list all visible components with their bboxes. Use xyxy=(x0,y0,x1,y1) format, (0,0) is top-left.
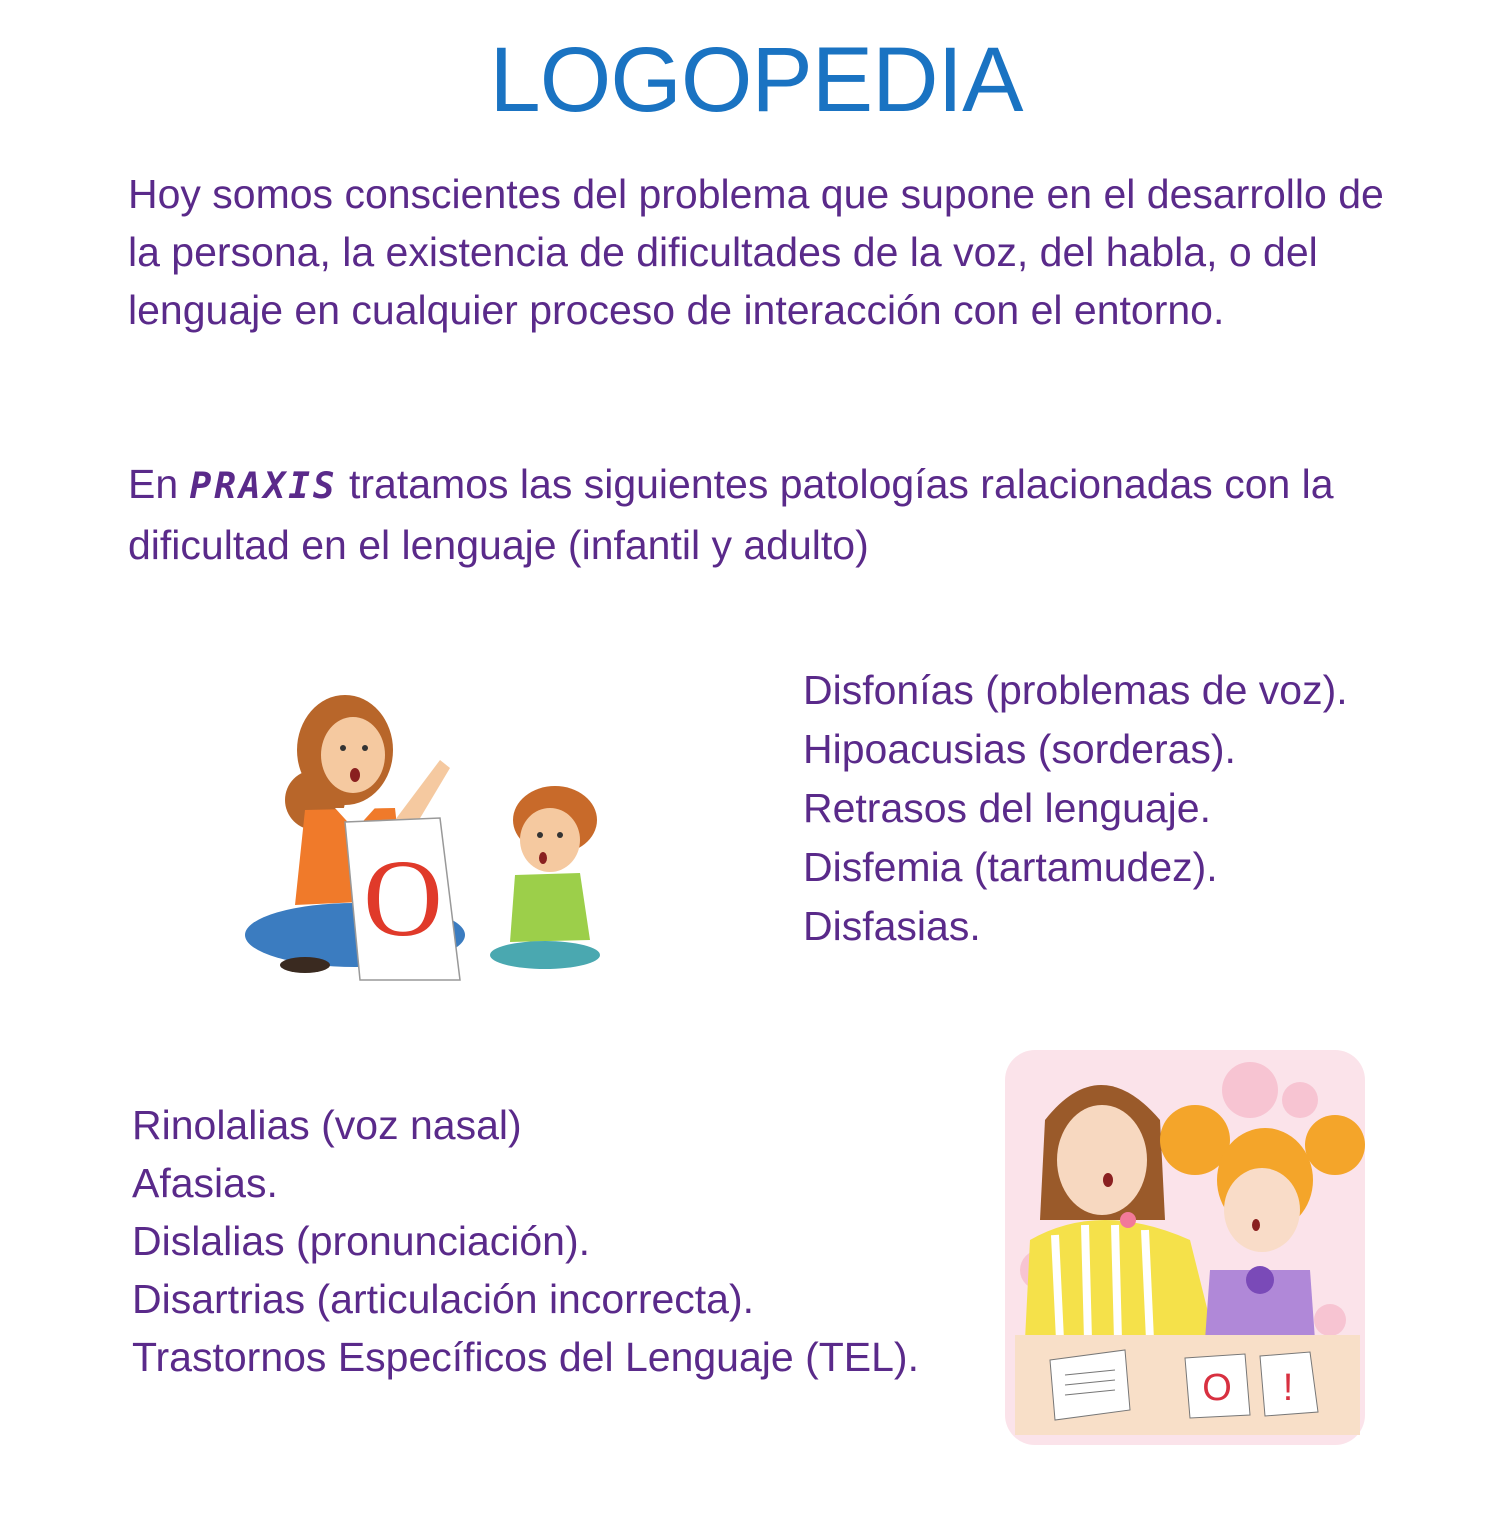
list-item: Afasias. xyxy=(132,1160,278,1206)
page-title: LOGOPEDIA xyxy=(489,29,1023,131)
praxis-suffix: tratamos las siguientes patologías ralacionadas con la dificultad en el lenguaje (infantil y adulto) xyxy=(128,461,1334,568)
pathology-list-left xyxy=(132,1100,992,1390)
card-letter: O xyxy=(363,837,443,959)
mother-girl-illustration xyxy=(1000,1040,1370,1450)
list-item: Disfemia (tartamudez). xyxy=(803,844,1218,890)
list-item: Disfonías (problemas de voz). xyxy=(803,667,1348,713)
teacher-child-illustration xyxy=(235,690,615,990)
list-item: Rinolalias (voz nasal) xyxy=(132,1102,522,1148)
praxis-brand: PRAXIS xyxy=(189,466,338,507)
pathology-list-right xyxy=(803,665,1443,960)
list-item: Disartrias (articulación incorrecta). xyxy=(132,1276,755,1322)
praxis-prefix: En xyxy=(128,461,179,507)
list-item: Disfasias. xyxy=(803,903,981,949)
list-item: Trastornos Específicos del Lenguaje (TEL). xyxy=(132,1334,919,1380)
praxis-paragraph xyxy=(128,455,1388,574)
card-o: O xyxy=(1202,1367,1232,1409)
card-exclamation: ! xyxy=(1282,1367,1294,1409)
list-item: Dislalias (pronunciación). xyxy=(132,1218,591,1264)
intro-paragraph: Hoy somos conscientes del problema que supone en el desarrollo de la persona, la existencia de dificultades de la voz, del habla, o del lenguaje en cualquier proceso de interacción con el entorno. xyxy=(128,171,1384,333)
list-item: Retrasos del lenguaje. xyxy=(803,785,1211,831)
list-item: Hipoacusias (sorderas). xyxy=(803,726,1236,772)
